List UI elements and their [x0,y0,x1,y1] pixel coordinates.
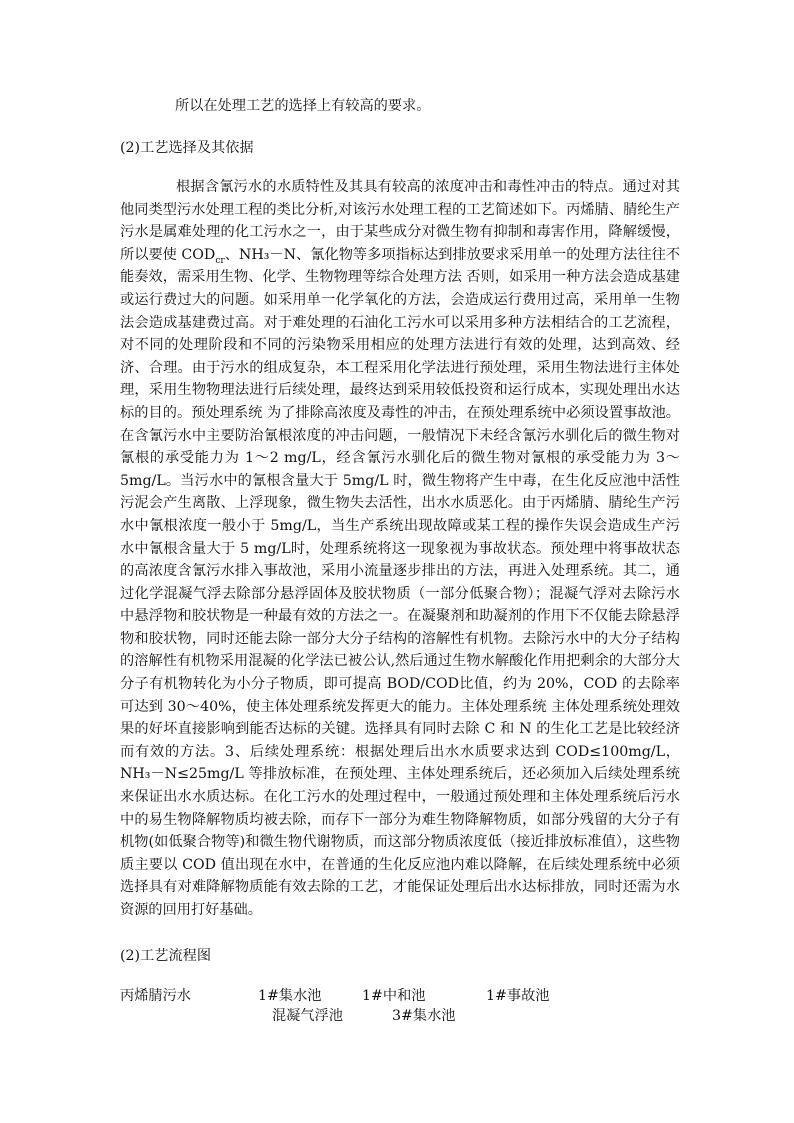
paragraph-text-part1: 根据含氰污水的水质特性及其具有较高的浓度冲击和毒性冲击的特点。通过对其他同类型污水处理工程的类比分析,对该污水处理工程的工艺简述如下。丙烯腈、腈纶生产污水是属难处理的化工污水之一，由于某些成分对微生物有抑制和毒害作用，降解缓慢，所以要使 COD [120,179,680,263]
flow-node-collection-tank-3: 3#集水池 [392,1008,456,1024]
flow-node-raw-wastewater: 丙烯腈污水 [120,988,191,1004]
process-selection-paragraph [120,176,680,922]
paragraph-text-part2: 、NH₃－N、氰化物等多项指标达到排放要求采用单一的处理方法往往不能奏效，需采用生物、化学、生物物理等综合处理方法 否则，如采用一种方法会造成基建或运行费过大的问题。如采用单一化学氧化的方法，会造成运行费用过高，采用单一生物法会造成基建费过高。对于难处理的石油化工污水可以采用多种方法相结合的工艺流程，对不同的处理阶段和不同的污染物采用相应的处理方法进行有效的处理，达到高效、经济、合理。由于污水的组成复杂，本工程采用化学法进行预处理，采用生物法进行主体处理，采用生物物理法进行后续处理，最终达到采用较低投资和运行成本，实现处理出水达标的目的。预处理系统 为了排除高浓度及毒性的冲击，在预处理系统中必须设置事故池。在含氰污水中主要防治氰根浓度的冲击问题，一般情况下未经含氰污水驯化后的微生物对氰根的承受能力为 1～2 mg/L，经含氰污水驯化后的微生物对氰根的承受能力为 3～5mg/L。当污水中的氰根含量大于 5mg/L 时，微生物将产生中毒，在生化反应池中活性污泥会产生离散、上浮现象，微生物失去活性，出水水质恶化。由于丙烯腈、腈纶生产污水中氰根浓度一般小于 5mg/L，当生产系统出现故障或某工程的操作失误会造成生产污水中氰根含量大于 5 mg/L时，处理系统将这一现象视为事故状态。预处理中将事故状态的高浓度含氰污水排入事故池，采用小流量逐步排出的方法，再进入处理系统。其二，通过化学混凝气浮去除部分悬浮固体及胶状物质（一部分低聚合物）；混凝气浮对去除污水中悬浮物和胶状物是一种最有效的方法之一。在凝聚剂和助凝剂的作用下不仅能去除悬浮物和胶状物，同时还能去除一部分大分子结构的溶解性有机物。去除污水中的大分子结构的溶解性有机物采用混凝的化学法已被公认,然后通过生物水解酸化作用把剩余的大部分大分子有机物转化为小分子物质，即可提高 BOD/COD比值，约为 20%，COD 的去除率可达到 30～40%，使主体处理系统发挥更大的能力。主体处理系统 主体处理系统处理效果的好坏直接影响到能否达标的关键。选择具有同时去除 C 和 N 的生化工艺是比较经济而有效的方法。3、后续处理系统：根据处理后出水水质要求达到 COD≤100mg/L，NH₃－N≤25mg/L 等排放标准，在预处理、主体处理系统后，还必须加入后续处理系统来保证出水水质达标。在化工污水的处理过程中，一般通过预处理和主体处理系统后污水中的易生物降解物质均被去除，而存下一部分为难生物降解物质，如部分残留的大分子有机物(如低聚合物等)和微生物代谢物质，而这部分物质浓度低（接近排放标准值），这些物质主要以 COD 值出现在水中，在普通的生化反应池内难以降解，在后续处理系统中必须选择具有对难降解物质能有效去除的工艺，才能保证处理后出水达标排放，同时还需为水资源的回用打好基础。 [120,246,681,918]
paragraph-subscript: cr [215,255,225,266]
flow-node-coagulation-flotation: 混凝气浮池 [272,1008,343,1024]
section-heading-flowchart: (2)工艺流程图 [120,948,212,964]
flow-node-neutralization-tank-1: 1#中和池 [362,988,426,1004]
flow-node-collection-tank-1: 1#集水池 [258,988,322,1004]
intro-line: 所以在处理工艺的选择上有较高的要求。 [175,98,431,114]
flow-node-emergency-tank-1: 1#事故池 [486,988,550,1004]
section-heading-process-selection: (2)工艺选择及其依据 [120,140,254,156]
